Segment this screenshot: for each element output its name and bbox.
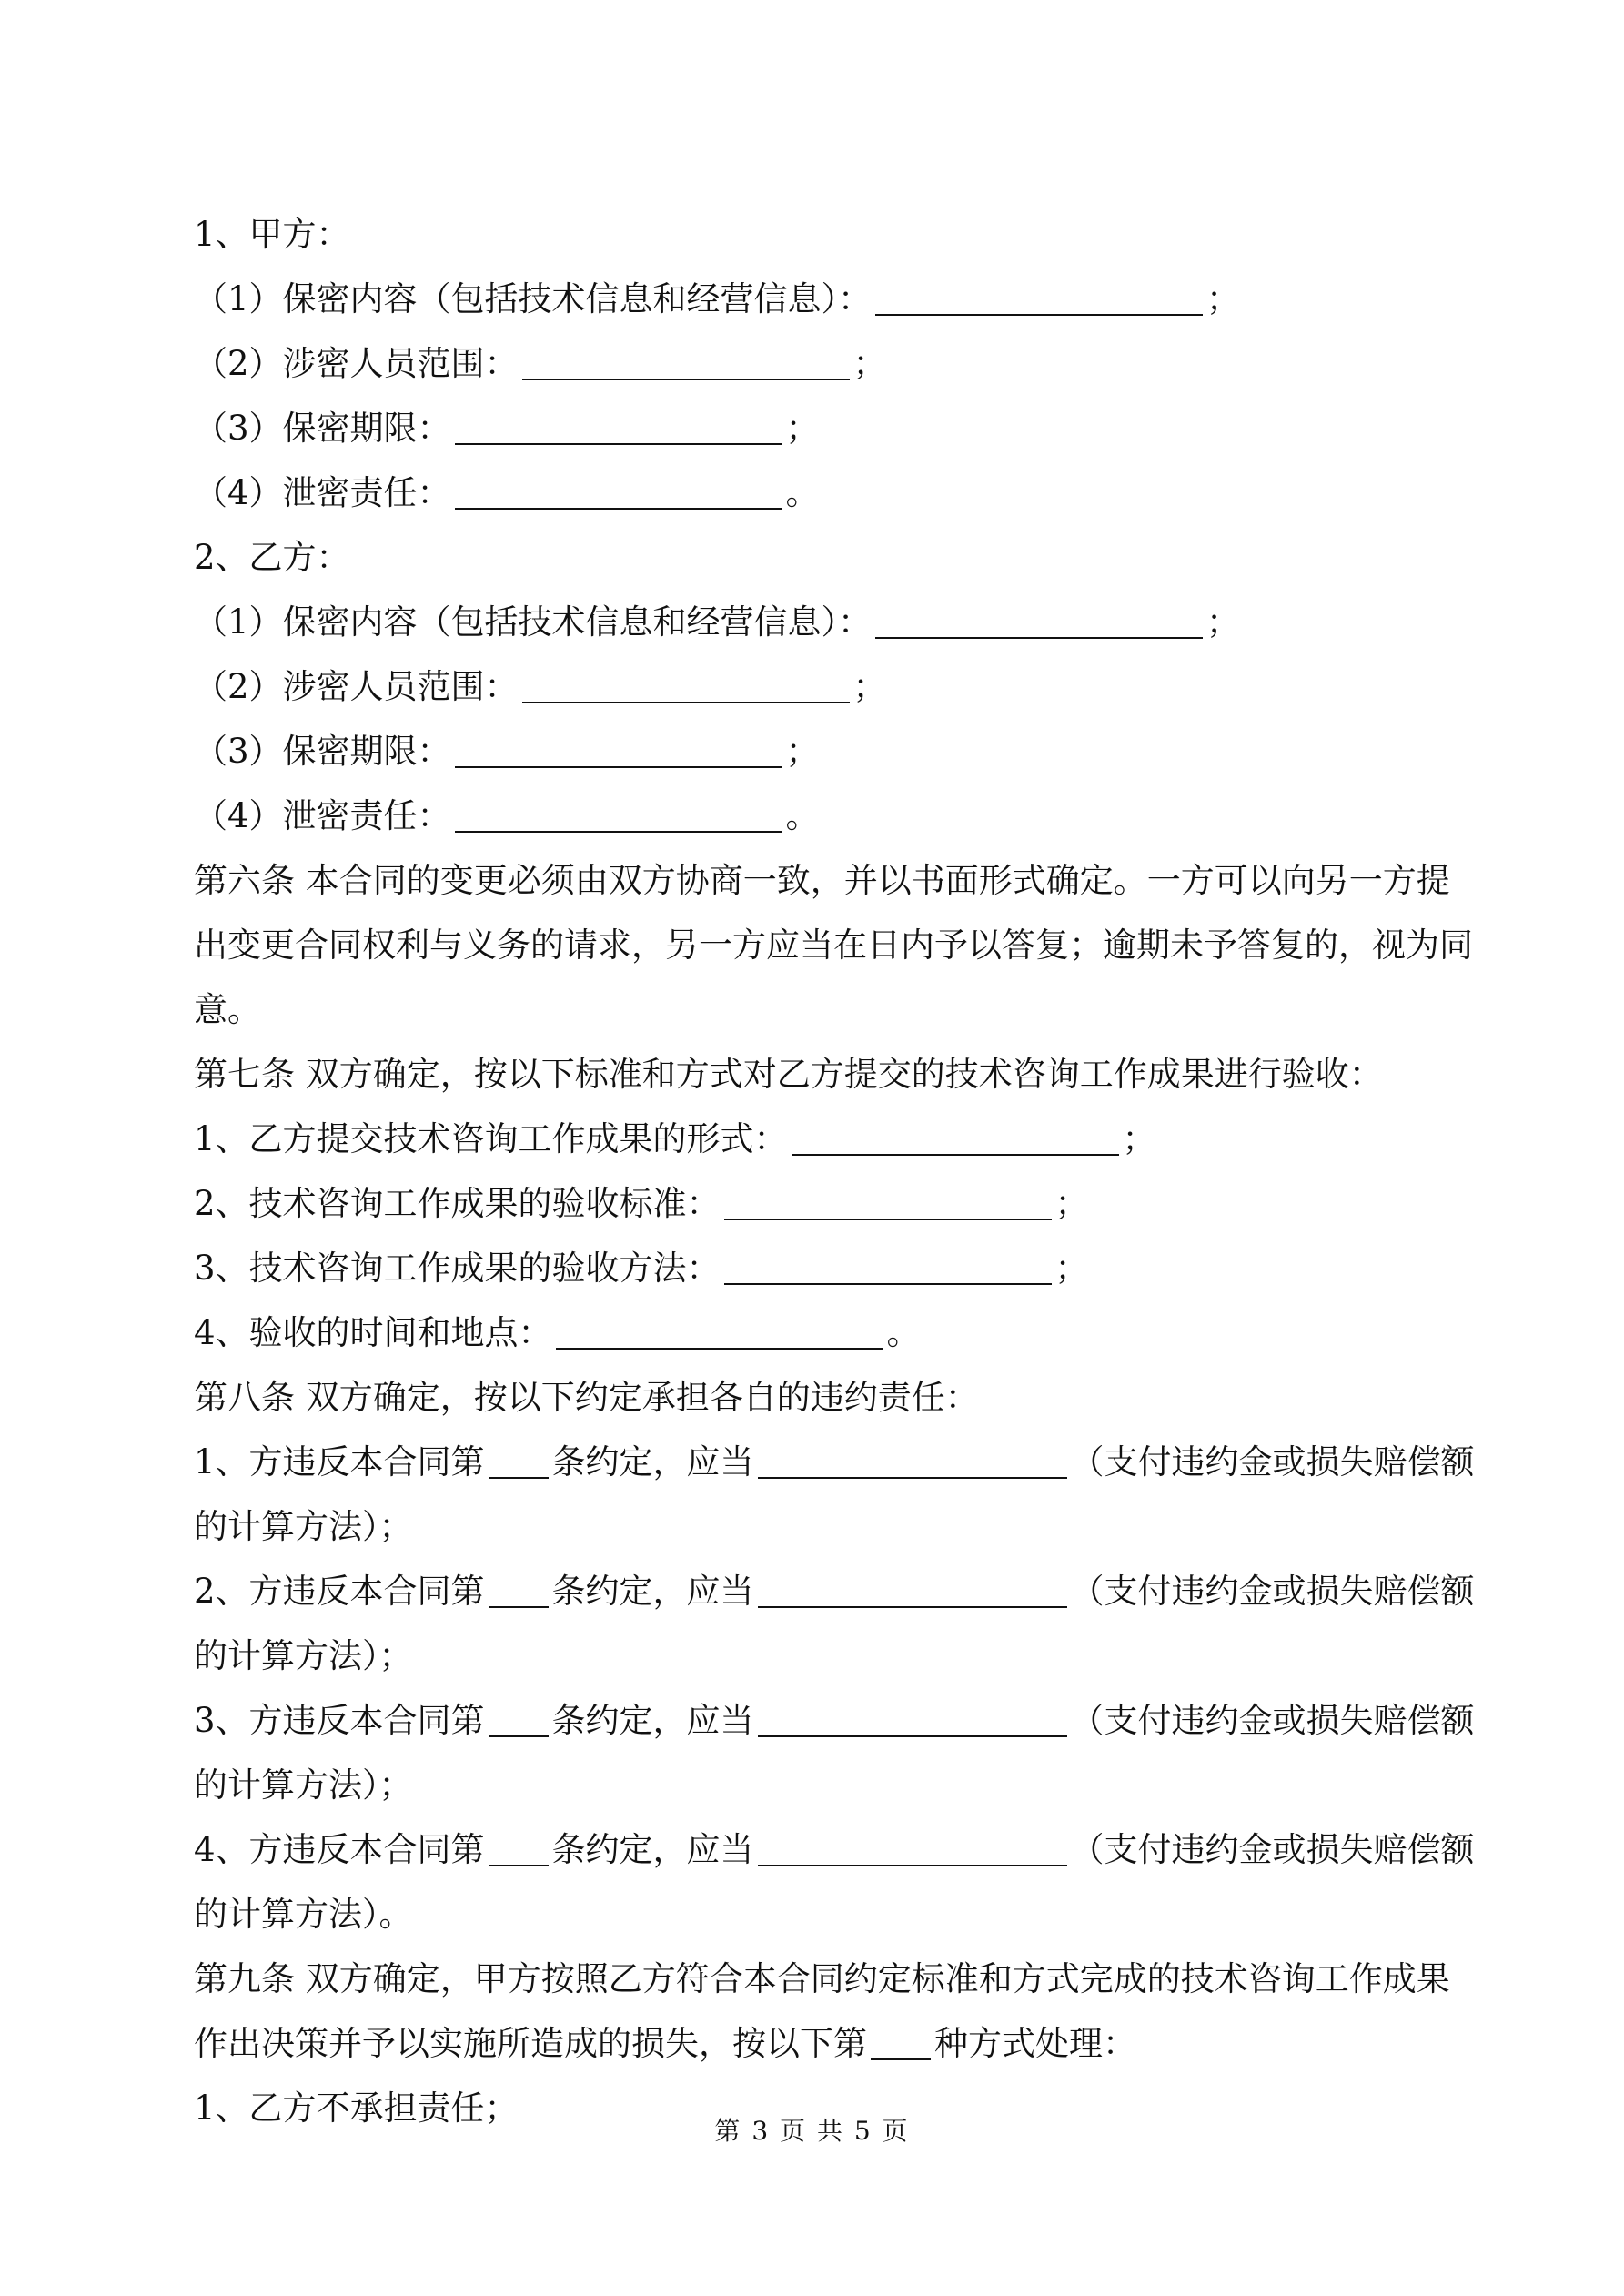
clause-item (194, 202, 1449, 267)
text: 1、方违反本合同第 (194, 1442, 485, 1482)
fill-blank[interactable] (455, 475, 782, 510)
text: 的计算方法）； (194, 1507, 413, 1546)
text: 1、乙方提交技术咨询工作成果的形式： (194, 1119, 788, 1158)
clause-item (194, 396, 1449, 460)
clause-item (194, 1236, 1449, 1300)
text: （1）保密内容（包括技术信息和经营信息）： (194, 602, 873, 642)
breach-item-cont (194, 1623, 1449, 1688)
fill-blank[interactable] (758, 1832, 1067, 1866)
fill-blank[interactable] (455, 733, 782, 768)
text: 的计算方法）。 (194, 1895, 413, 1934)
text: 4、验收的时间和地点： (194, 1313, 552, 1352)
clause-item (194, 267, 1449, 331)
fill-blank[interactable] (522, 669, 850, 703)
fill-blank[interactable] (871, 2026, 931, 2060)
paragraph-line (194, 913, 1473, 977)
breach-item (194, 1688, 1475, 1753)
clause-item (194, 1300, 1449, 1365)
text: （3）保密期限： (194, 409, 451, 448)
text: （3）保密期限： (194, 732, 451, 771)
text: 3、方违反本合同第 (194, 1701, 485, 1740)
fill-blank[interactable] (489, 1573, 549, 1608)
breach-item-cont (194, 1494, 1449, 1559)
punct: ； (1206, 602, 1241, 642)
paragraph-line (194, 977, 1449, 1042)
text: 条约定，应当 (551, 1572, 754, 1611)
clause-item (194, 719, 1449, 784)
paragraph-line (194, 1947, 1449, 2011)
fill-blank[interactable] (724, 1250, 1052, 1285)
text: 2、乙方： (194, 538, 350, 577)
text: 条约定，应当 (551, 1701, 754, 1740)
text: 的计算方法）； (194, 1765, 413, 1805)
clause-item (194, 784, 1449, 848)
paragraph-line (194, 848, 1449, 913)
paragraph-line (194, 1365, 1449, 1430)
text: 的计算方法）； (194, 1636, 413, 1675)
fill-blank[interactable] (489, 1703, 549, 1737)
punct: ； (1054, 1184, 1089, 1223)
fill-blank[interactable] (455, 798, 782, 833)
text: 4、方违反本合同第 (194, 1830, 485, 1869)
punct: ； (1122, 1119, 1156, 1158)
paragraph-line (194, 2011, 1449, 2076)
text: 作出决策并予以实施所造成的损失，按以下第 (194, 2024, 867, 2063)
text: 第七条 双方确定，按以下标准和方式对乙方提交的技术咨询工作成果进行验收： (194, 1055, 1383, 1094)
paragraph-line (194, 1042, 1449, 1107)
text: （2）涉密人员范围： (194, 344, 519, 383)
text: 2、技术咨询工作成果的验收标准： (194, 1184, 721, 1223)
fill-blank[interactable] (758, 1444, 1067, 1479)
fill-blank[interactable] (758, 1573, 1067, 1608)
breach-item (194, 1817, 1475, 1882)
text: 2、方违反本合同第 (194, 1572, 485, 1611)
text: 1、乙方不承担责任； (194, 2089, 519, 2128)
text: 第六条 本合同的变更必须由双方协商一致，并以书面形式确定。一方可以向另一方提 (194, 861, 1450, 900)
text: 第八条 双方确定，按以下约定承担各自的违约责任： (194, 1378, 979, 1417)
punct: 。 (785, 473, 820, 512)
text: 意。 (194, 990, 261, 1029)
punct: ； (785, 409, 820, 448)
document-body (194, 202, 1475, 2140)
breach-item (194, 1430, 1475, 1494)
text: （支付违约金或损失赔偿额 (1070, 1701, 1475, 1740)
text: 条约定，应当 (551, 1830, 754, 1869)
punct: ； (852, 667, 887, 706)
text: 第九条 双方确定，甲方按照乙方符合本合同约定标准和方式完成的技术咨询工作成果 (194, 1959, 1450, 1998)
fill-blank[interactable] (522, 346, 850, 380)
text: （支付违约金或损失赔偿额 (1070, 1442, 1475, 1482)
fill-blank[interactable] (489, 1832, 549, 1866)
text: 条约定，应当 (551, 1442, 754, 1482)
clause-item (194, 331, 1449, 396)
clause-item (194, 654, 1449, 719)
fill-blank[interactable] (556, 1315, 883, 1350)
text: 出变更合同权利与义务的请求，另一方应当在日内予以答复；逾期未予答复的，视为同 (194, 925, 1473, 965)
fill-blank[interactable] (455, 410, 782, 445)
clause-item (194, 1171, 1449, 1236)
fill-blank[interactable] (724, 1186, 1052, 1220)
fill-blank[interactable] (489, 1444, 549, 1479)
fill-blank[interactable] (792, 1121, 1119, 1156)
punct: ； (852, 344, 887, 383)
text: 1、甲方： (194, 215, 350, 254)
fill-blank[interactable] (875, 281, 1203, 316)
clause-item (194, 1107, 1449, 1171)
text: 3、技术咨询工作成果的验收方法： (194, 1249, 721, 1288)
punct: 。 (785, 796, 820, 835)
text: （1）保密内容（包括技术信息和经营信息）： (194, 279, 873, 319)
breach-item-cont (194, 1753, 1449, 1817)
text: （支付违约金或损失赔偿额 (1070, 1572, 1475, 1611)
breach-item (194, 1559, 1475, 1623)
text: （4）泄密责任： (194, 473, 451, 512)
clause-item (194, 590, 1449, 654)
clause-item (194, 460, 1449, 525)
punct: ； (785, 732, 820, 771)
text: （4）泄密责任： (194, 796, 451, 835)
clause-item (194, 525, 1449, 590)
text: （2）涉密人员范围： (194, 667, 519, 706)
breach-item-cont (194, 1882, 1449, 1947)
punct: 。 (886, 1313, 921, 1352)
punct: ； (1206, 279, 1241, 319)
fill-blank[interactable] (875, 604, 1203, 639)
text: 种方式处理： (934, 2024, 1136, 2063)
fill-blank[interactable] (758, 1703, 1067, 1737)
punct: ； (1054, 1249, 1089, 1288)
text: （支付违约金或损失赔偿额 (1070, 1830, 1475, 1869)
page-footer: 第 3 页 共 5 页 (714, 2116, 910, 2146)
